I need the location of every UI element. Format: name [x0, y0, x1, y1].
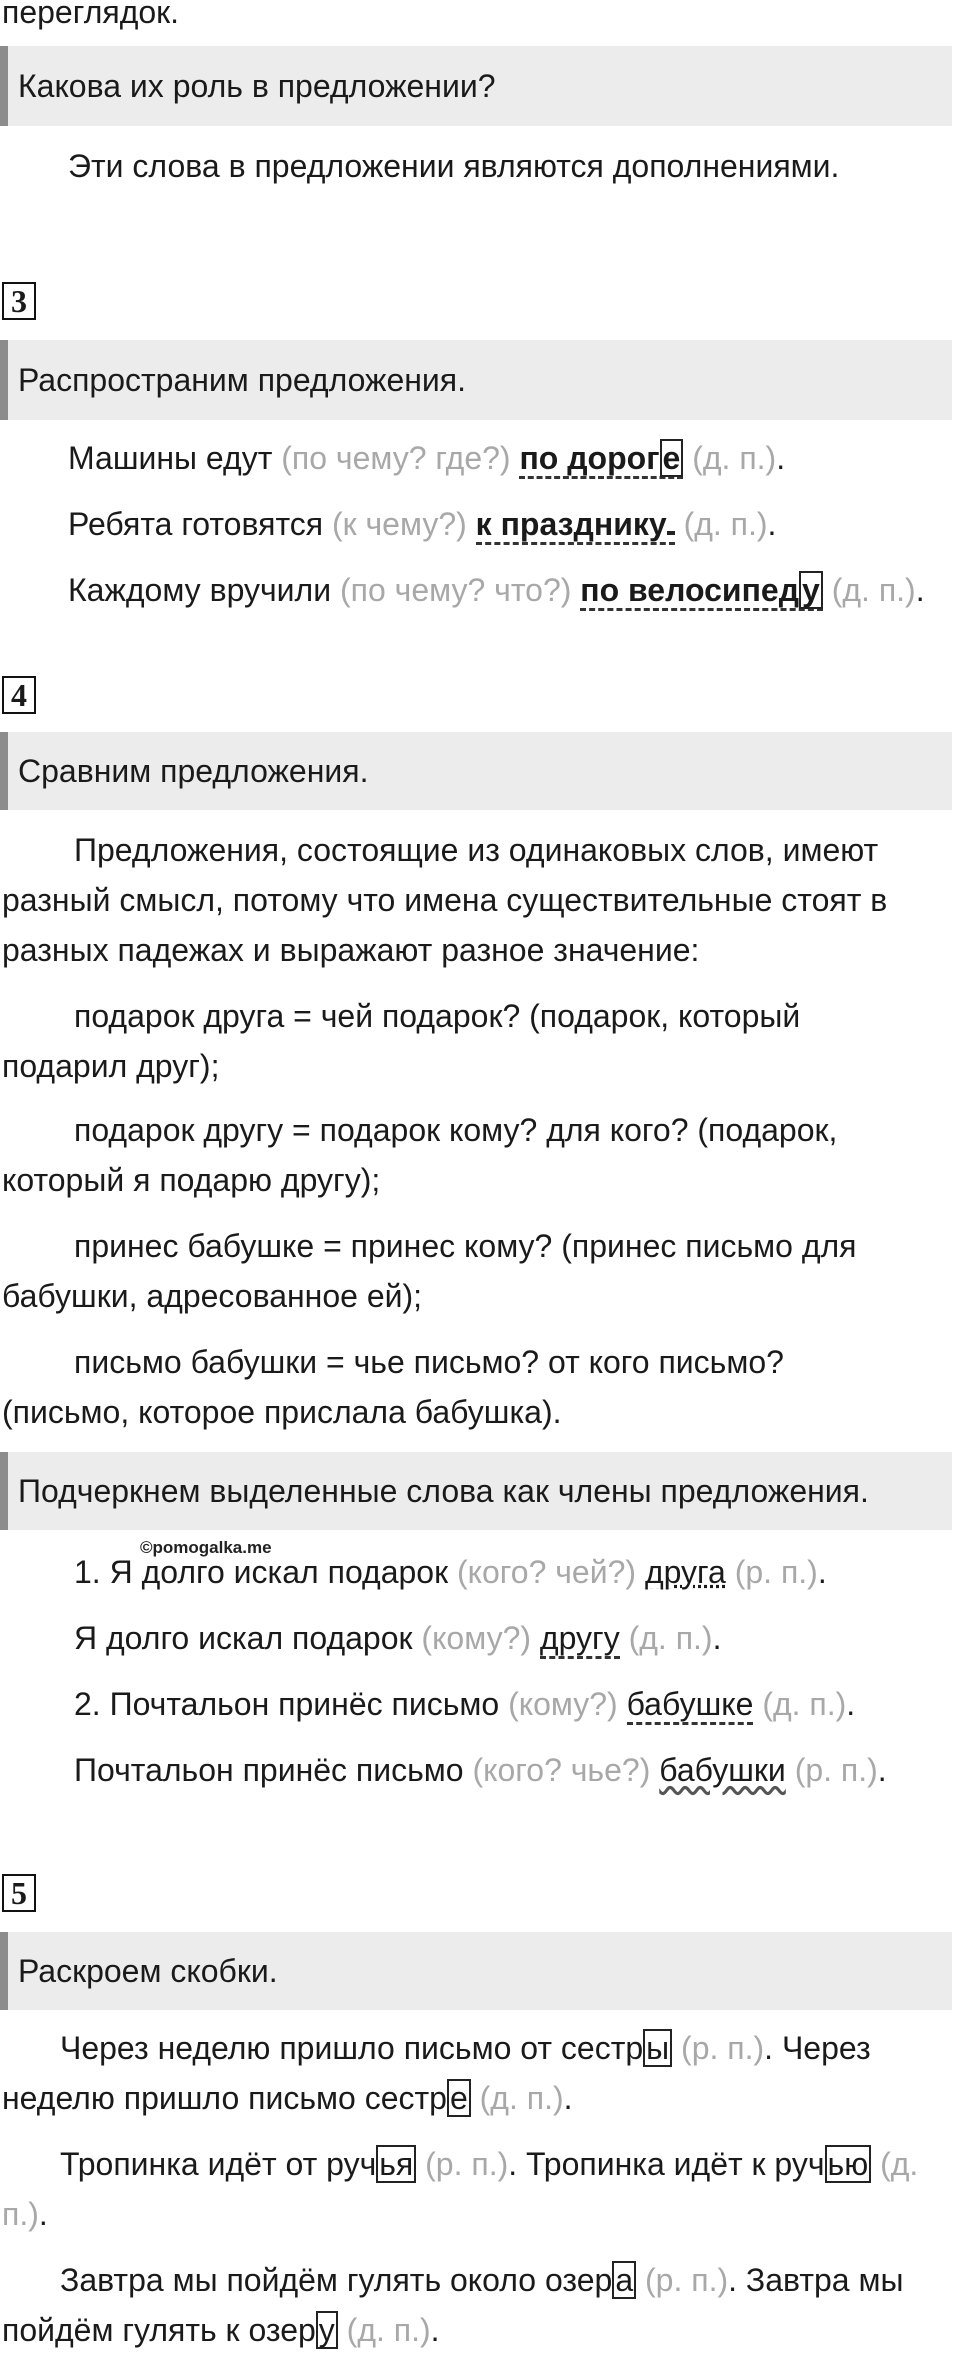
sentence-line: Я долго искал подарок (кому?) другу (д. п.).	[74, 1614, 721, 1662]
paragraph-line: п.).	[2, 2196, 48, 2232]
highlighted-word: по дороге	[519, 440, 683, 479]
question-text: Какова их роль в предложении?	[18, 67, 496, 104]
underlined-word: бабушке	[627, 1686, 754, 1725]
sentence-text: Каждому вручили	[68, 572, 332, 608]
highlighted-word: по велосипеду	[580, 572, 823, 611]
exercise-5-band	[0, 1932, 952, 2010]
underlined-word: друга	[644, 1554, 726, 1590]
paragraph-line: принес бабушке = принес кому? (принес письмо для	[74, 1228, 857, 1264]
paragraph-line: подарок друга = чей подарок? (подарок, который	[74, 998, 801, 1034]
question-hint: (по чему? где?)	[281, 440, 511, 476]
exercise-4-instruction: Сравним предложения.	[18, 752, 369, 789]
paragraph-line: Через неделю пришло письмо от сестры (р. п.). Через	[60, 2030, 871, 2066]
exercise-3-band	[0, 340, 952, 420]
watermark: ©pomogalka.me	[140, 1538, 272, 1557]
sentence-line: Каждому вручили (по чему? что?) по велосипеду (д. п.).	[68, 566, 925, 614]
intro-tail: переглядок.	[2, 0, 180, 30]
ending-box: у	[316, 2311, 338, 2349]
answer-text: Эти слова в предложении являются дополнениями.	[68, 148, 840, 184]
exercise-3-instruction: Распространим предложения.	[18, 361, 467, 398]
question-hint: (к чему?)	[331, 506, 467, 542]
sentence-line: Машины едут (по чему? где?) по дороге (д. п.).	[68, 434, 785, 482]
ending-box: ью	[825, 2145, 872, 2183]
paragraph-line: подарил друг);	[2, 1048, 220, 1084]
underline-task-band	[0, 1452, 952, 1530]
underline-task-instruction: Подчеркнем выделенные слова как члены предложения.	[18, 1472, 869, 1509]
ending-box: ья	[376, 2145, 416, 2183]
paragraph-line: Предложения, состоящие из одинаковых слов, имеют	[74, 832, 879, 868]
case-hint: (д. п.)	[831, 572, 916, 608]
exercise-number-4: 4	[2, 676, 36, 714]
ending-box: ы	[643, 2029, 672, 2067]
sentence-line: 1. Я долго искал подарок (кого? чей?) друга (р. п.).	[74, 1554, 827, 1590]
paragraph-line: бабушки, адресованное ей);	[2, 1278, 423, 1314]
paragraph-line: пойдём гулять к озеру (д. п.).	[2, 2312, 440, 2348]
sentence-line: 2. Почтальон принёс письмо (кому?) бабушке (д. п.).	[74, 1680, 855, 1728]
underlined-word: бабушки	[659, 1752, 786, 1788]
ending-box: у	[799, 571, 823, 609]
paragraph-line: разный смысл, потому что имена существительные стоят в	[2, 882, 888, 918]
paragraph-line: письмо бабушки = чье письмо? от кого письмо?	[74, 1344, 784, 1380]
paragraph-line: который я подарю другу);	[2, 1162, 381, 1198]
ending-box: е	[447, 2079, 471, 2117]
paragraph-line: разных падежах и выражают разное значение:	[2, 932, 700, 968]
exercise-5-instruction: Раскроем скобки.	[18, 1952, 278, 1989]
paragraph-line: подарок другу = подарок кому? для кого? (подарок,	[74, 1112, 838, 1148]
sentence-text: Ребята готовятся	[68, 506, 324, 542]
case-hint: (д. п.)	[692, 440, 777, 476]
sentence-line: Почтальон принёс письмо (кого? чье?) бабушки (р. п.).	[74, 1752, 887, 1788]
exercise-4-band	[0, 732, 952, 810]
case-hint: (д. п.)	[683, 506, 768, 542]
ending-box: е	[660, 439, 684, 477]
sentence-line: Ребята готовятся (к чему?) к празднику (д. п.).	[68, 500, 776, 548]
paragraph-line: (письмо, которое прислала бабушка).	[2, 1394, 562, 1430]
ending-box: а	[612, 2261, 636, 2299]
question-band	[0, 46, 952, 126]
paragraph-line: Тропинка идёт от ручья (р. п.). Тропинка идёт к ручью (д.	[60, 2146, 919, 2182]
highlighted-word: к празднику	[476, 506, 675, 545]
paragraph-line: Завтра мы пойдём гулять около озера (р. п.). Завтра мы	[60, 2262, 904, 2298]
underlined-word: другу	[540, 1620, 620, 1659]
sentence-text: Машины едут	[68, 440, 273, 476]
question-hint: (по чему? что?)	[339, 572, 572, 608]
exercise-number-5: 5	[2, 1874, 36, 1912]
paragraph-line: неделю пришло письмо сестре (д. п.).	[2, 2080, 573, 2116]
exercise-number-3: 3	[2, 282, 36, 320]
